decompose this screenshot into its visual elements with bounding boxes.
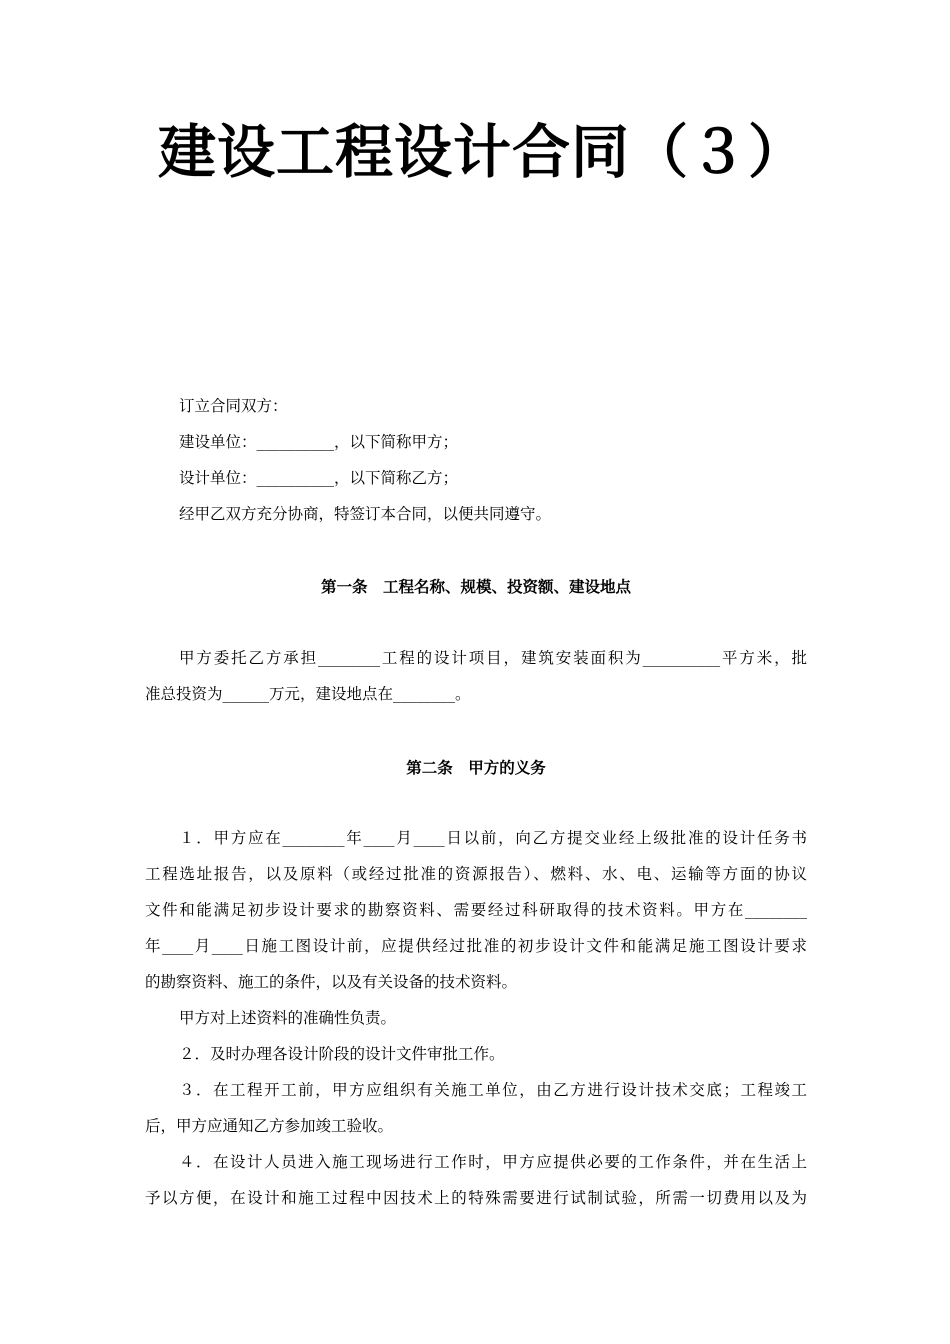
article1-heading: 第一条 工程名称、规模、投资额、建设地点 xyxy=(320,578,631,596)
intro-section xyxy=(145,388,807,532)
item1-line: 工程选址报告，以及原料（或经过批准的资源报告）、燃料、水、电、运输等方面的协议 xyxy=(145,865,807,883)
item4-line: 予以方便，在设计和施工过程中因技术上的特殊需要进行试制试验，所需一切费用以及为 xyxy=(145,1189,807,1207)
article1-line: 准总投资为______万元，建设地点在________。 xyxy=(145,685,471,703)
article2-body xyxy=(145,820,807,1216)
item4-line: ４．在设计人员进入施工现场进行工作时，甲方应提供必要的工作条件，并在生活上 xyxy=(179,1153,807,1171)
party-b-line: 设计单位：__________，以下简称乙方； xyxy=(179,469,459,487)
item1-line: 文件和能满足初步设计要求的勘察资料、需要经过科研取得的技术资料。甲方在________ xyxy=(145,901,807,919)
item1-line: 的勘察资料、施工的条件，以及有关设备的技术资料。 xyxy=(145,973,518,991)
document-title: 建设工程设计合同（３） xyxy=(158,118,808,186)
parties-label: 订立合同双方： xyxy=(179,397,288,415)
item1-line: １．甲方应在________年____月____日以前，向乙方提交业经上级批准的设计任务书 xyxy=(179,829,807,847)
item3-line: ３．在工程开工前，甲方应组织有关施工单位，由乙方进行设计技术交底；工程竣工 xyxy=(179,1081,807,1099)
item1-note: 甲方对上述资料的准确性负责。 xyxy=(179,1009,397,1027)
item3-line: 后，甲方应通知乙方参加竣工验收。 xyxy=(145,1117,394,1135)
item1-line: 年____月____日施工图设计前，应提供经过批准的初步设计文件和能满足施工图设计要求 xyxy=(145,937,807,955)
article2-heading: 第二条 甲方的义务 xyxy=(406,759,546,777)
article1-body xyxy=(145,640,807,712)
agreement-line: 经甲乙双方充分协商，特签订本合同，以便共同遵守。 xyxy=(179,505,552,523)
party-a-line: 建设单位：__________，以下简称甲方； xyxy=(179,433,459,451)
article1-line: 甲方委托乙方承担________工程的设计项目，建筑安装面积为__________平方米，批 xyxy=(179,649,807,667)
item2-line: ２．及时办理各设计阶段的设计文件审批工作。 xyxy=(179,1045,505,1063)
